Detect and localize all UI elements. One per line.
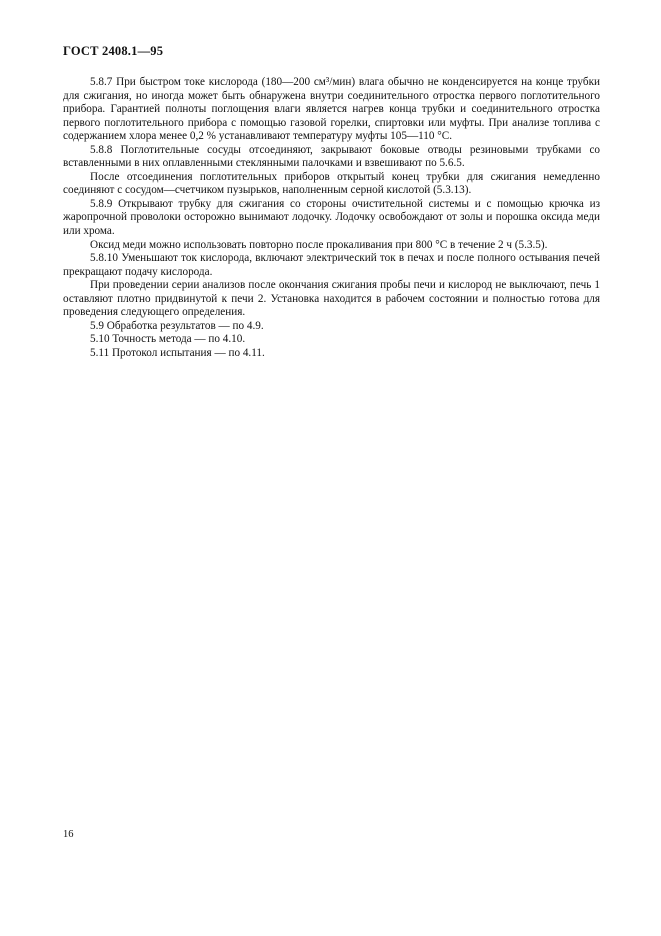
document-body <box>63 76 600 360</box>
paragraph-5-10: 5.10 Точность метода — по 4.10. <box>90 333 246 346</box>
paragraph-5-8-9: 5.8.9 Открывают трубку для сжигания со стороны очистительной системы и с помощью крючка из жаропрочной проволоки осторожно вынимают лодочку. Лодочку освобождают от золы и порошка оксида меди или хрома. <box>63 197 600 238</box>
paragraph-5-11: 5.11 Протокол испытания — по 4.11. <box>90 346 265 359</box>
paragraph-5-9: 5.9 Обработка результатов — по 4.9. <box>90 319 264 332</box>
paragraph-disconnect: После отсоединения поглотительных приборов открытый конец трубки для сжигания немедленно соединяют с сосудом—счетчиком пузырьков, наполненным серной кислотой (5.3.13). <box>63 170 600 197</box>
paragraph-5-8-8: 5.8.8 Поглотительные сосуды отсоединяют, закрывают боковые отводы резиновыми трубками со вставленными в них оплавленными стеклянными палочками и взвешивают по 5.6.5. <box>63 143 600 170</box>
document-header: ГОСТ 2408.1—95 <box>63 44 164 58</box>
paragraph-5-8-10: 5.8.10 Уменьшают ток кислорода, включают электрический ток в печах и после полного остывания печей прекращают подачу кислорода. <box>63 252 600 278</box>
paragraph-5-8-7: 5.8.7 При быстром токе кислорода (180—200 см³/мин) влага обычно не конденсируется на конце трубки для сжигания, но иногда может быть обнаружена внутри соединительного отростка первого поглотительного прибора. Гарантией полноты поглощения влаги является нагрев конца трубки и соединительного отростка первого поглотительного прибора с помощью газовой горелки, спиртовки или муфты. При анализе топлива с содержанием хлора менее 0,2 % устанавливают температуру муфты 105—110 °С. <box>63 76 600 143</box>
paragraph-copper-oxide: Оксид меди можно использовать повторно после прокаливания при 800 °С в течение 2 ч (5.3.5). <box>90 238 548 251</box>
page-number: 16 <box>63 829 74 840</box>
paragraph-series-analysis: При проведении серии анализов после окончания сжигания пробы печи и кислород не выключают, печь 1 оставляют плотно придвинутой к печи 2. Установка находится в рабочем состоянии и полностью готова для проведения следующего определения. <box>63 279 600 319</box>
